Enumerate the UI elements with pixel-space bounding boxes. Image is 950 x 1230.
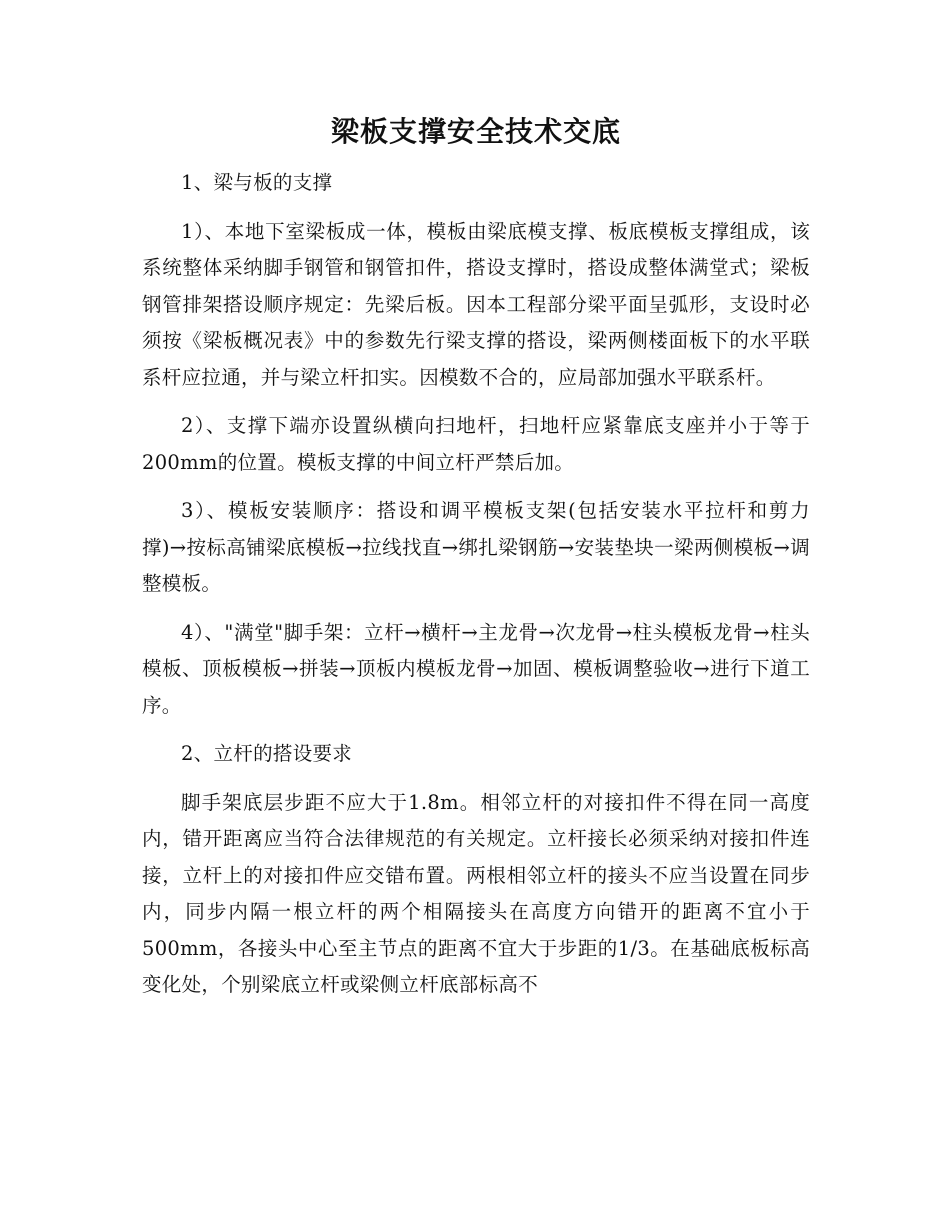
paragraph-1-4: 4）、"满堂"脚手架：立杆→横杆→主龙骨→次龙骨→柱头模板龙骨→柱头模板、顶板模板→拼装→顶板内模板龙骨→加固、模板调整验收→进行下道工序。 [142,620,810,717]
paragraph-2-1: 脚手架底层步距不应大于1.8m。相邻立杆的对接扣件不得在同一高度内，错开距离应当符合法律规范的有关规定。立杆接长必须采纳对接扣件连接，立杆上的对接扣件应交错布置。两根相邻立杆的接头不应当设置在同步内，同步内隔一根立杆的两个相隔接头在高度方向错开的距离不宜小于500mm，各接头中心至主节点的距离不宜大于步距的1/3。在基础底板标高变化处，个别梁底立杆或梁侧立杆底部标高不 [142,790,810,996]
document-title: 梁板支撑安全技术交底 [330,115,621,148]
paragraph-1-2: 2）、支撑下端亦设置纵横向扫地杆，扫地杆应紧靠底支座并小于等于200mm的位置。模板支撑的中间立杆严禁后加。 [142,414,810,474]
section-heading-1: 1、梁与板的支撑 [181,171,333,194]
document-body [142,165,810,1016]
paragraph-1-3: 3）、模板安装顺序：搭设和调平模板支架(包括安装水平拉杆和剪力撑)→按标高铺梁底模板→拉线找直→绑扎梁钢筋→安装垫块一梁两侧模板→调整模板。 [142,499,810,595]
paragraph-1-1: 1）、本地下室梁板成一体，模板由梁底模支撑、板底模板支撑组成，该系统整体采纳脚手钢管和钢管扣件，搭设支撑时，搭设成整体满堂式；梁板钢管排架搭设顺序规定：先梁后板。因本工程部分梁平面呈弧形，支设时必须按《梁板概况表》中的参数先行梁支撑的搭设，梁两侧楼面板下的水平联系杆应拉通，并与梁立杆扣实。因模数不合的，应局部加强水平联系杆。 [142,219,810,389]
section-heading-2: 2、立杆的搭设要求 [181,742,353,765]
